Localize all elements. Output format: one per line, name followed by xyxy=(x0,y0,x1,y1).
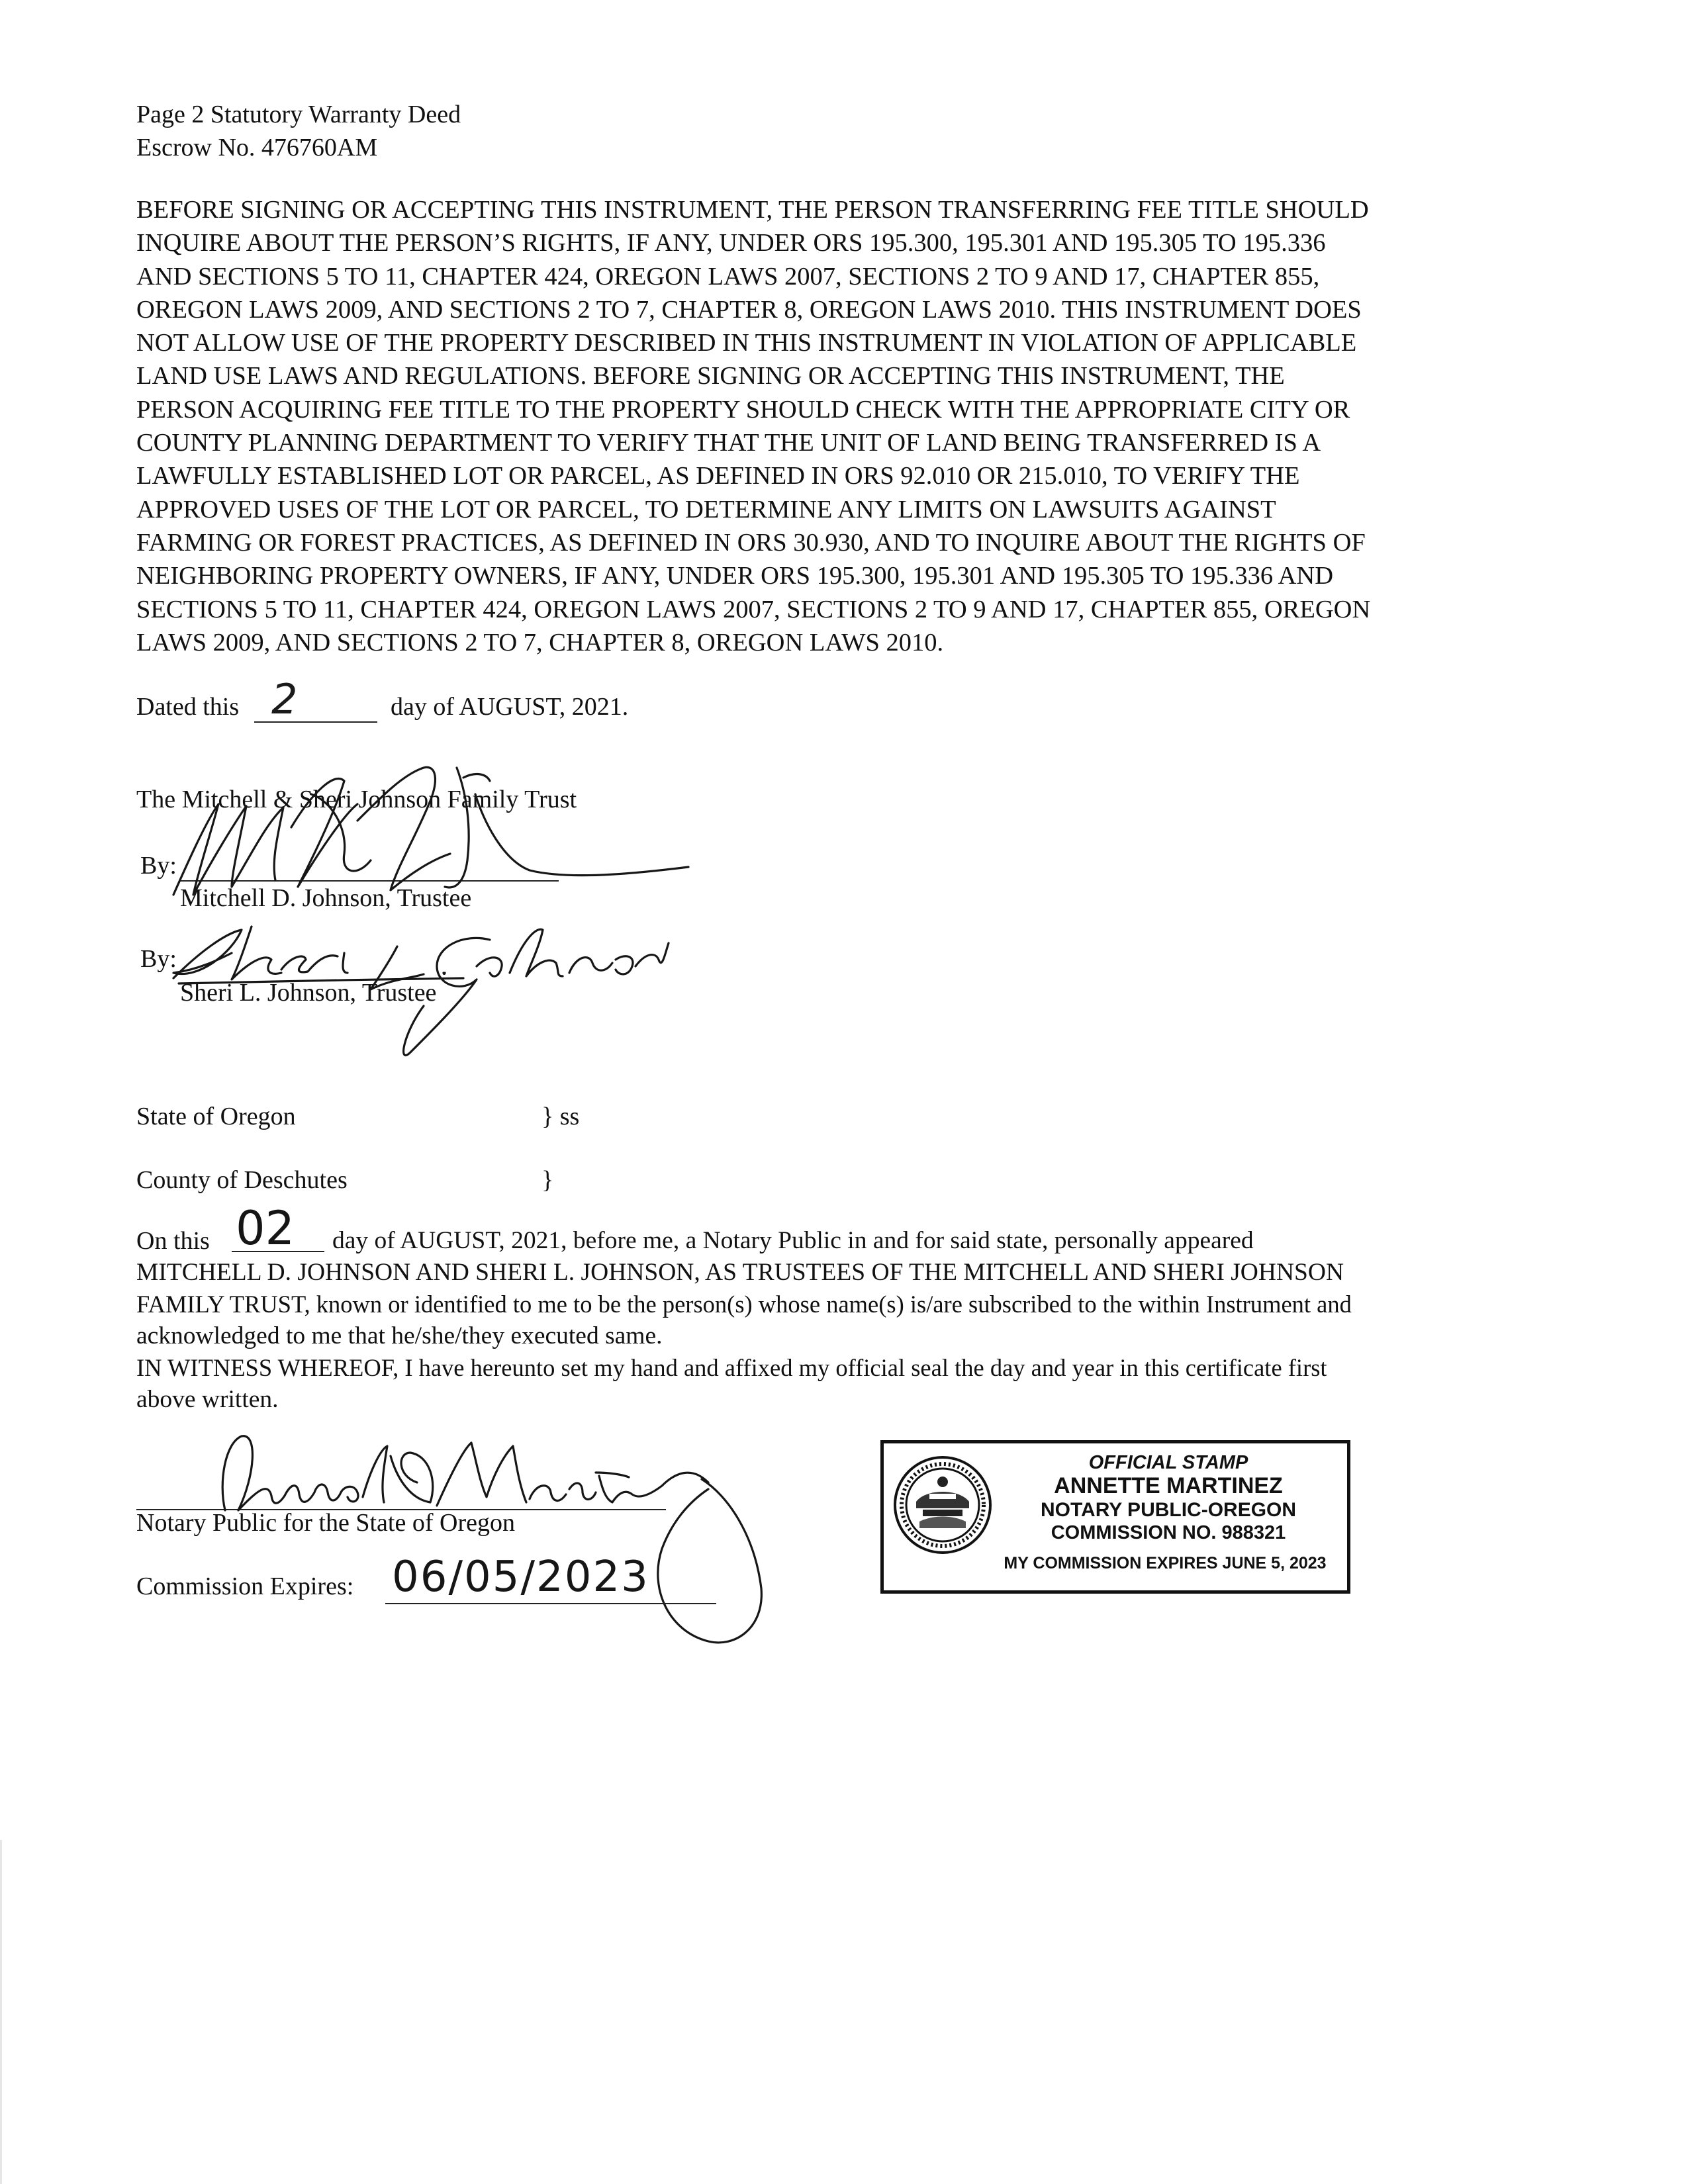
notice-line: COUNTY PLANNING DEPARTMENT TO VERIFY THAT THE UNIT OF LAND BEING TRANSFERRED IS A xyxy=(136,429,1321,457)
notice-line: OREGON LAWS 2009, AND SECTIONS 2 TO 7, CHAPTER 8, OREGON LAWS 2010. THIS INSTRUMENT DOES xyxy=(136,295,1362,324)
ack-line-6: above written. xyxy=(136,1386,279,1413)
ack-line-2: MITCHELL D. JOHNSON AND SHERI L. JOHNSON, AS TRUSTEES OF THE MITCHELL AND SHERI JOHNSON xyxy=(136,1259,1344,1286)
notary-title: Notary Public for the State of Oregon xyxy=(136,1509,515,1537)
notice-line: BEFORE SIGNING OR ACCEPTING THIS INSTRUMENT, THE PERSON TRANSFERRING FEE TITLE SHOULD xyxy=(136,196,1369,224)
ack-line-4: acknowledged to me that he/she/they executed same. xyxy=(136,1322,663,1349)
notice-line: NOT ALLOW USE OF THE PROPERTY DESCRIBED IN THIS INSTRUMENT IN VIOLATION OF APPLICABLE xyxy=(136,329,1357,357)
scan-edge-shadow xyxy=(0,1840,2,2184)
escrow-number: Escrow No. 476760AM xyxy=(136,134,378,161)
page-header: Page 2 Statutory Warranty Deed xyxy=(136,101,461,128)
stamp-line-3: NOTARY PUBLIC-OREGON xyxy=(1040,1499,1297,1521)
stamp-line-4: COMMISSION NO. 988321 xyxy=(1051,1522,1286,1543)
stamp-line-1: OFFICIAL STAMP xyxy=(1088,1452,1248,1473)
notice-line: APPROVED USES OF THE LOT OR PARCEL, TO DETERMINE ANY LIMITS ON LAWSUITS AGAINST xyxy=(136,495,1276,523)
notice-line: LAWS 2009, AND SECTIONS 2 TO 7, CHAPTER 8, OREGON LAWS 2010. xyxy=(136,628,944,657)
county-label: County of Deschutes xyxy=(136,1166,348,1194)
trust-name: The Mitchell & Sheri Johnson Family Trust xyxy=(136,786,577,813)
dated-suffix: day of AUGUST, 2021. xyxy=(391,693,629,721)
county-bracket: } xyxy=(541,1166,554,1194)
ack-on-this: On this xyxy=(136,1227,210,1255)
ack-line-1: day of AUGUST, 2021, before me, a Notary Public in and for said state, personally appeared xyxy=(332,1227,1254,1254)
notice-line: FARMING OR FOREST PRACTICES, AS DEFINED IN ORS 30.930, AND TO INQUIRE ABOUT THE RIGHTS OF xyxy=(136,528,1366,557)
stamp-line-5: MY COMMISSION EXPIRES JUNE 5, 2023 xyxy=(1004,1554,1327,1572)
commission-line xyxy=(385,1603,716,1604)
ack-line-5: IN WITNESS WHEREOF, I have hereunto set my hand and affixed my official seal the day and year in this certificate first xyxy=(136,1354,1327,1381)
notice-line: SECTIONS 5 TO 11, CHAPTER 424, OREGON LAWS 2007, SECTIONS 2 TO 9 AND 17, CHAPTER 855, OREGON xyxy=(136,595,1371,623)
dated-prefix: Dated this xyxy=(136,693,240,721)
by-label-1: By: xyxy=(140,852,177,880)
notice-line: NEIGHBORING PROPERTY OWNERS, IF ANY, UNDER ORS 195.300, 195.301 AND 195.305 TO 195.336 AND xyxy=(136,562,1334,590)
state-label: State of Oregon xyxy=(136,1103,296,1130)
commission-label: Commission Expires: xyxy=(136,1572,354,1600)
notice-line: AND SECTIONS 5 TO 11, CHAPTER 424, OREGON LAWS 2007, SECTIONS 2 TO 9 AND 17, CHAPTER 855, xyxy=(136,262,1320,291)
commission-handwritten: 06/05/2023 xyxy=(392,1553,649,1602)
signer-1-name: Mitchell D. Johnson, Trustee xyxy=(180,884,472,912)
state-ss-bracket: } ss xyxy=(541,1103,580,1130)
notice-line: LAWFULLY ESTABLISHED LOT OR PARCEL, AS DEFINED IN ORS 92.010 OR 215.010, TO VERIFY THE xyxy=(136,462,1300,490)
dated-day-handwritten: 2 xyxy=(271,675,298,723)
ack-day-handwritten: 02 xyxy=(236,1201,295,1255)
notice-line: PERSON ACQUIRING FEE TITLE TO THE PROPERTY SHOULD CHECK WITH THE APPROPRIATE CITY OR xyxy=(136,395,1350,424)
oregon-state-seal-icon xyxy=(893,1455,992,1555)
signer-2-name: Sheri L. Johnson, Trustee xyxy=(180,979,437,1007)
by-label-2: By: xyxy=(140,945,177,973)
notice-line: LAND USE LAWS AND REGULATIONS. BEFORE SIGNING OR ACCEPTING THIS INSTRUMENT, THE xyxy=(136,362,1285,390)
stamp-line-2: ANNETTE MARTINEZ xyxy=(1054,1473,1283,1498)
notice-line: INQUIRE ABOUT THE PERSON’S RIGHTS, IF ANY, UNDER ORS 195.300, 195.301 AND 195.305 TO 195.336 xyxy=(136,229,1326,257)
official-stamp xyxy=(880,1440,1350,1594)
ack-line-3: FAMILY TRUST, known or identified to me to be the person(s) whose name(s) is/are subscribed to the within Instrument and xyxy=(136,1291,1352,1318)
